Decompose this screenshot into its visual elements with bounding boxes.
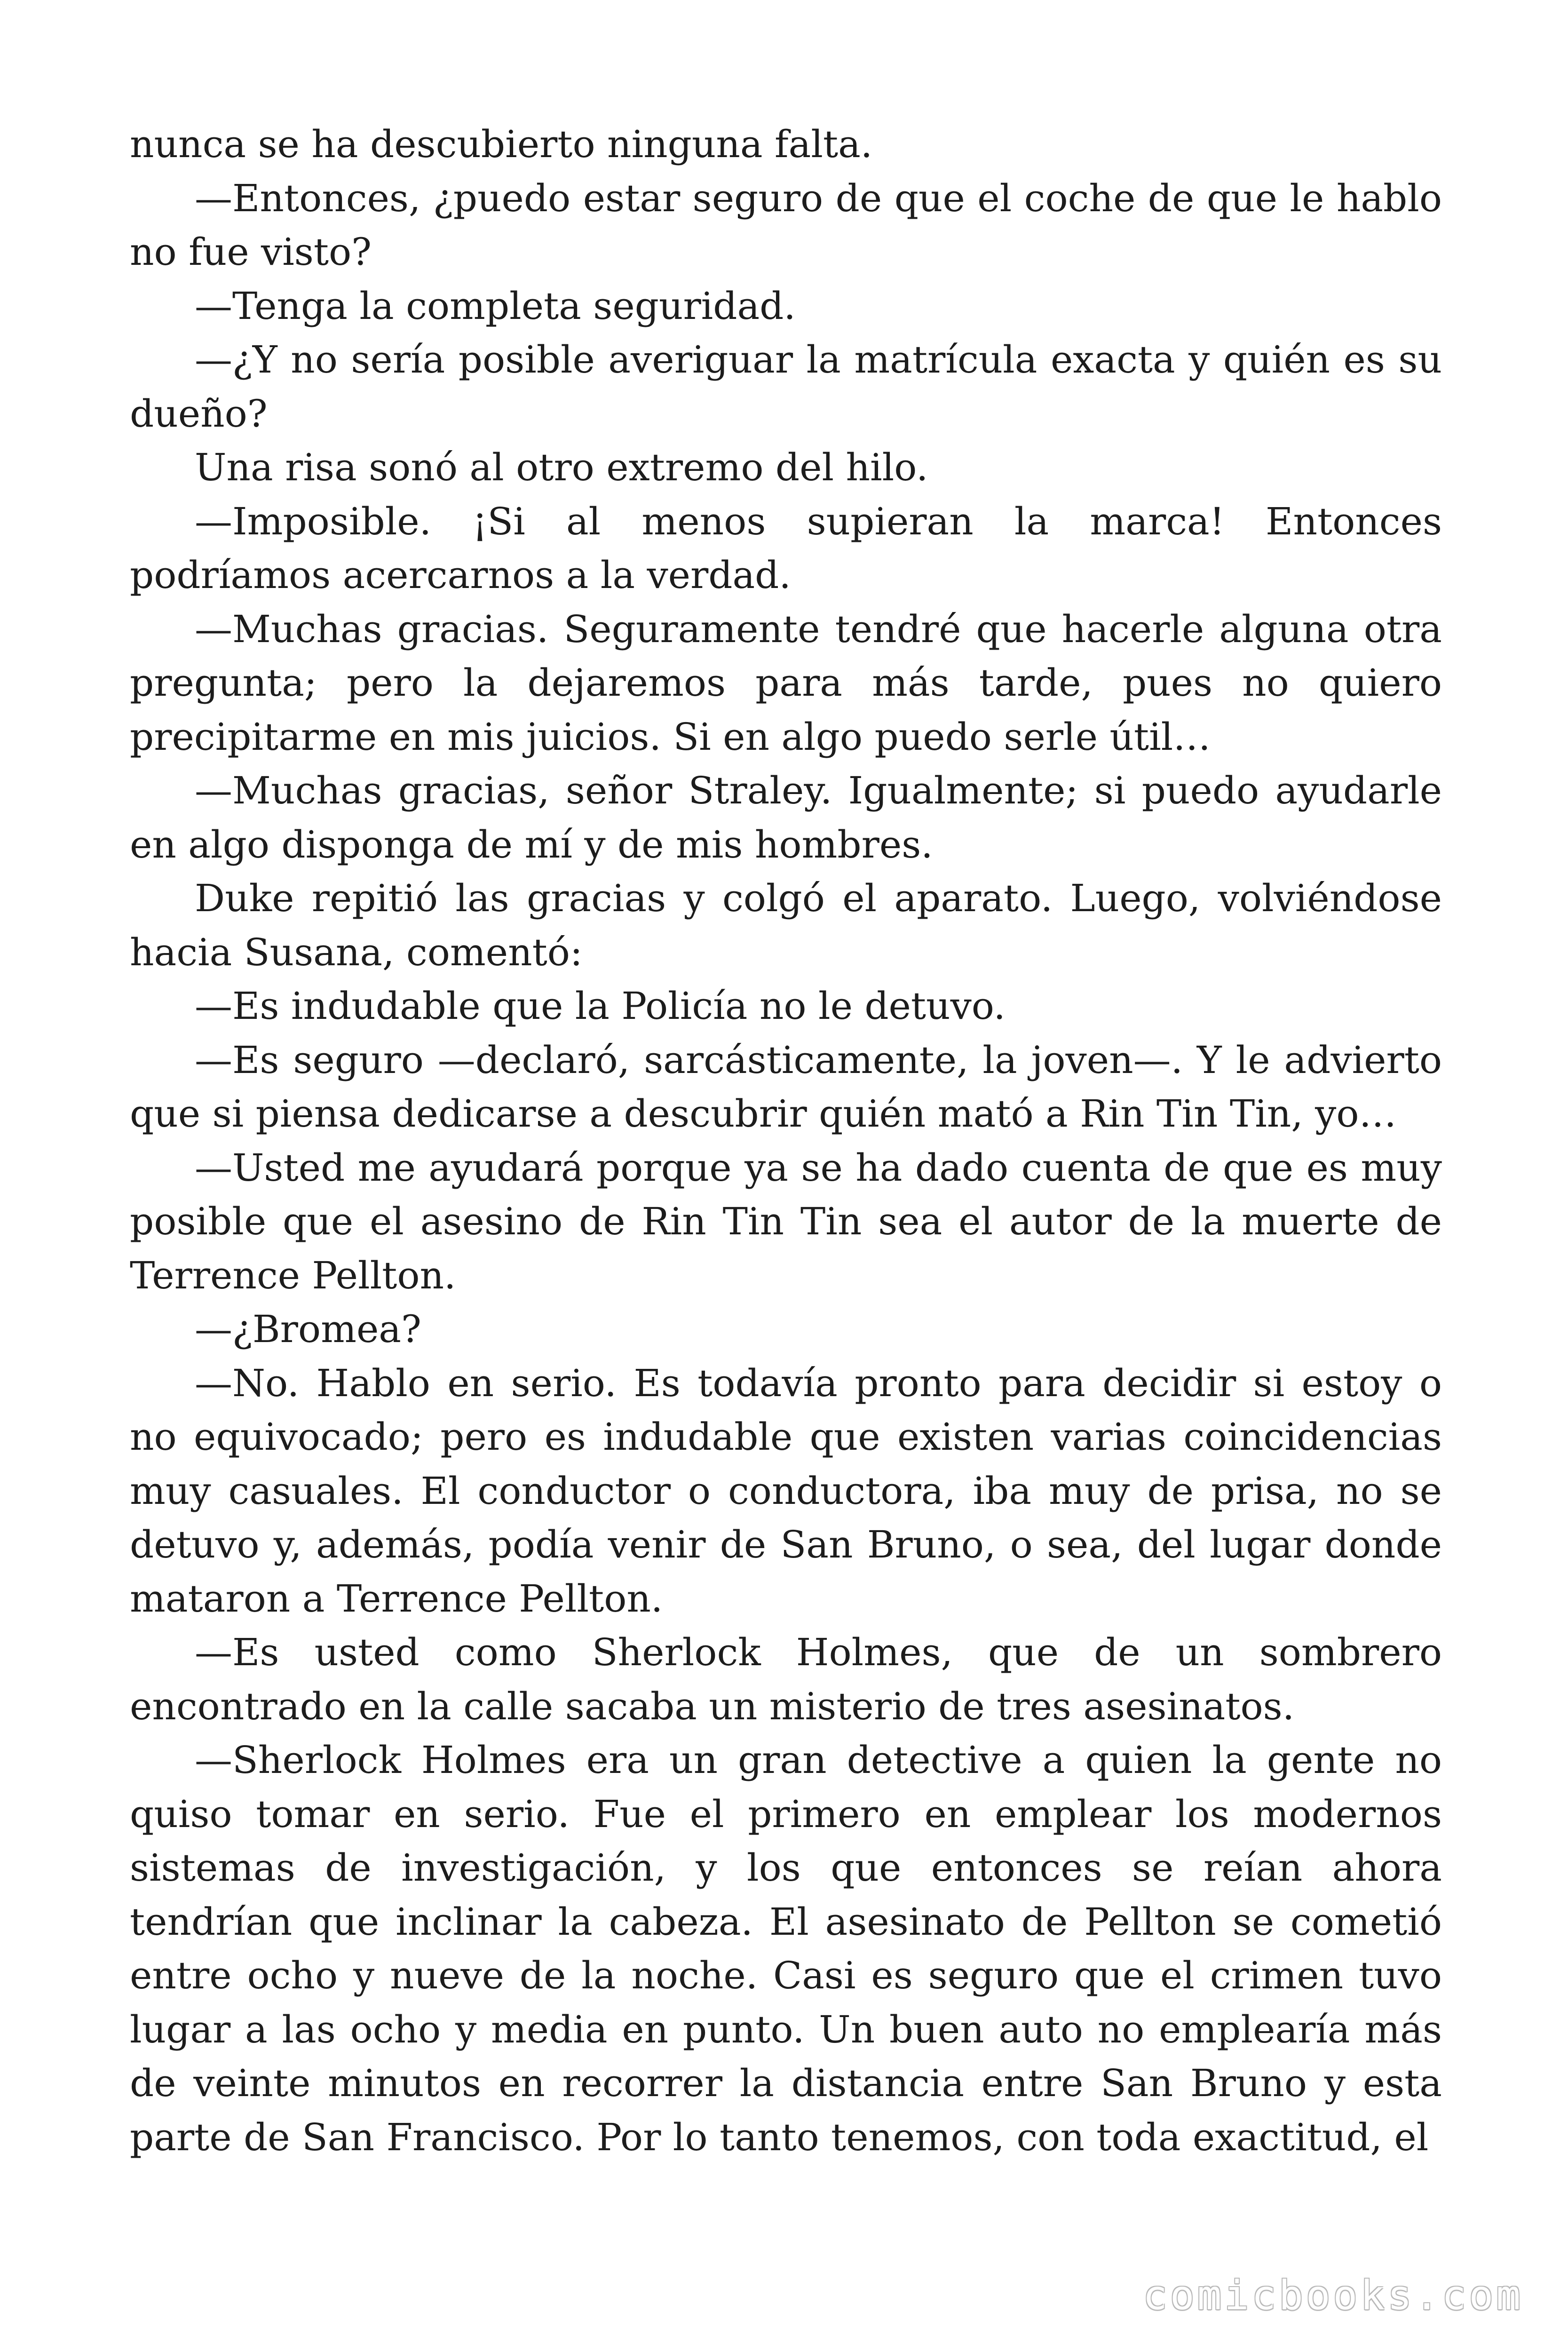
- paragraph: —Imposible. ¡Si al menos supieran la marca! Entonces podríamos acercarnos a la verdad.: [130, 499, 1442, 597]
- paragraph: Duke repitió las gracias y colgó el aparato. Luego, volviéndose hacia Susana, comentó:: [130, 876, 1442, 974]
- paragraph: —Usted me ayudará porque ya se ha dado cuenta de que es muy posible que el asesino de Rin Tin Tin sea el autor de la muerte de Terrence Pellton.: [130, 1145, 1442, 1297]
- paragraph: —Es usted como Sherlock Holmes, que de un sombrero encontrado en la calle sacaba un misterio de tres asesinatos.: [130, 1630, 1442, 1728]
- watermark-text: comicbooks.com: [1143, 2272, 1523, 2319]
- paragraph: —Es indudable que la Policía no le detuvo.: [195, 984, 1006, 1028]
- paragraph: —Muchas gracias. Seguramente tendré que hacerle alguna otra pregunta; pero la dejaremos para más tarde, pues no quiero precipitarme en mis juicios. Si en algo puedo serle útil…: [130, 607, 1442, 759]
- paragraph: Una risa sonó al otro extremo del hilo.: [195, 445, 928, 489]
- paragraph: —¿Y no sería posible averiguar la matrícula exacta y quién es su dueño?: [130, 338, 1442, 436]
- paragraph: —No. Hablo en serio. Es todavía pronto para decidir si estoy o no equivocado; pero es indudable que existen varias coincidencias muy casuales. El conductor o conductora, iba muy de prisa, no se detuvo y, además, podía venir de San Bruno, o sea, del lugar donde mataron a Terrence Pellton.: [130, 1361, 1442, 1621]
- body-text: [130, 118, 1442, 2164]
- paragraph: —¿Bromea?: [195, 1307, 421, 1351]
- paragraph: —Tenga la completa seguridad.: [195, 284, 796, 328]
- paragraph: —Muchas gracias, señor Straley. Igualmente; si puedo ayudarle en algo disponga de mí y de mis hombres.: [130, 769, 1442, 866]
- paragraph: —Sherlock Holmes era un gran detective a quien la gente no quiso tomar en serio. Fue el primero en emplear los modernos sistemas de investigación, y los que entonces se reían ahora tendrían que inclinar la cabeza. El asesinato de Pellton se cometió entre ocho y nueve de la noche. Casi es seguro que el crimen tuvo lugar a las ocho y media en punto. Un buen auto no emplearía más de veinte minutos en recorrer la distancia entre San Bruno y esta parte de San Francisco. Por lo tanto tenemos, con toda exactitud, el: [130, 1738, 1442, 2159]
- paragraph-continuation: nunca se ha descubierto ninguna falta.: [130, 122, 873, 166]
- paragraph: —Entonces, ¿puedo estar seguro de que el coche de que le hablo no fue visto?: [130, 176, 1442, 274]
- paragraph: —Es seguro —declaró, sarcásticamente, la joven—. Y le advierto que si piensa dedicarse a descubrir quién mató a Rin Tin Tin, yo…: [130, 1038, 1442, 1136]
